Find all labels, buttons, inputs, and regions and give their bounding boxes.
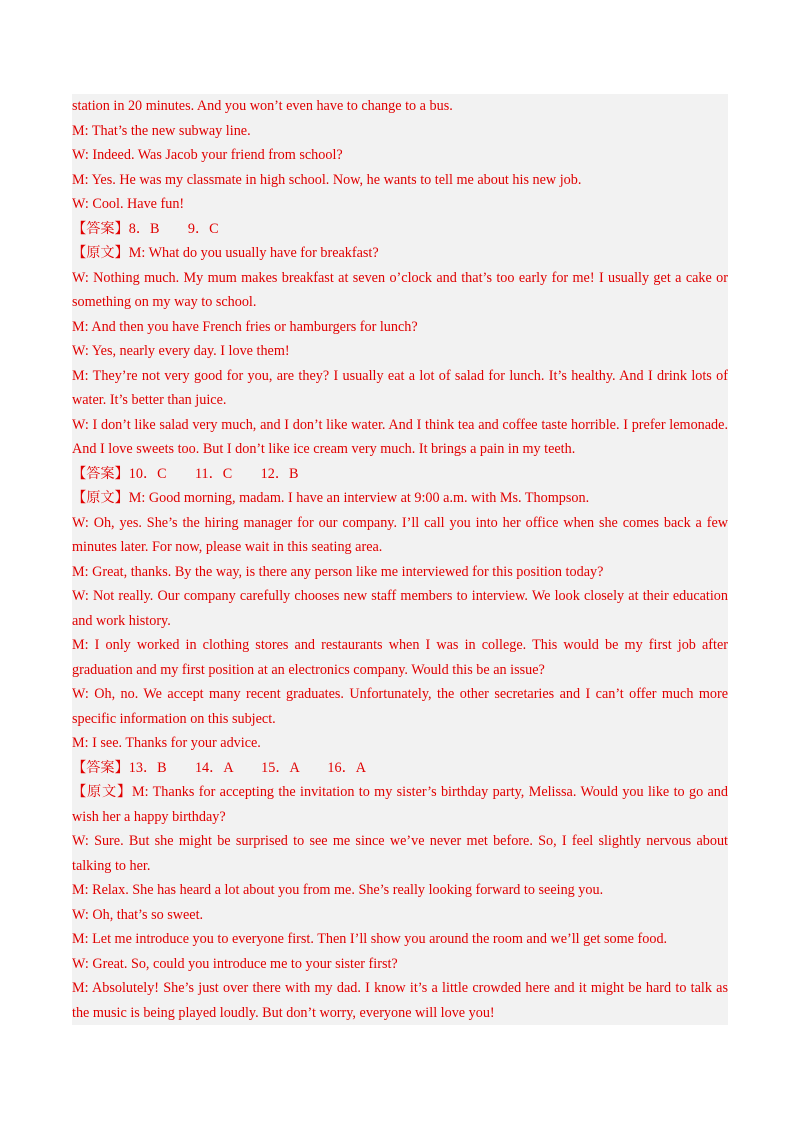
- transcript-line: W: Great. So, could you introduce me to your sister first?: [72, 955, 398, 972]
- transcript-line: W: Nothing much. My mum makes breakfast at seven o’clock and that’s too early for me! I usually get a cake or something on my way to school.: [72, 269, 728, 310]
- transcript-text-block: [72, 94, 728, 1025]
- transcript-line: M: Relax. She has heard a lot about you from me. She’s really looking forward to seeing you.: [72, 882, 604, 898]
- answer-key-line: 【答案】10．C 11．C 12．B: [72, 465, 299, 482]
- transcript-line: W: Not really. Our company carefully chooses new staff members to interview. We look closely at their education and work history.: [72, 588, 728, 629]
- transcript-line: M: Yes. He was my classmate in high school. Now, he wants to tell me about his new job.: [72, 171, 582, 188]
- original-text-line: 【原文】M: Good morning, madam. I have an interview at 9:00 a.m. with Ms. Thompson.: [72, 490, 590, 506]
- transcript-line: station in 20 minutes. And you won’t even have to change to a bus.: [72, 98, 453, 114]
- transcript-line: M: They’re not very good for you, are they? I usually eat a lot of salad for lunch. It’s healthy. And I drink lots of water. It’s better than juice.: [72, 367, 728, 408]
- answer-key-line: 【答案】8．B 9．C: [72, 220, 219, 237]
- transcript-line: M: That’s the new subway line.: [72, 122, 251, 139]
- transcript-line: W: I don’t like salad very much, and I don’t like water. And I think tea and coffee taste horrible. I prefer lemonade. And I love sweets too. But I don’t like ice cream very much. It brings a pain in my teeth.: [72, 416, 728, 457]
- original-text-line: 【原文】M: What do you usually have for breakfast?: [72, 245, 379, 261]
- original-text-line: 【原文】M: Thanks for accepting the invitation to my sister’s birthday party, Melissa. Would you like to go and wish her a happy birthday?: [72, 784, 728, 825]
- transcript-line: M: Let me introduce you to everyone first. Then I’ll show you around the room and we’ll get some food.: [72, 931, 668, 947]
- transcript-line: M: Great, thanks. By the way, is there any person like me interviewed for this position today?: [72, 563, 604, 580]
- transcript-line: M: Absolutely! She’s just over there with my dad. I know it’s a little crowded here and it might be hard to talk as the music is being played loudly. But don’t worry, everyone will love you!: [72, 980, 728, 1021]
- answer-key-line: 【答案】13．B 14．A 15．A 16．A: [72, 759, 367, 776]
- transcript-line: W: Yes, nearly every day. I love them!: [72, 343, 290, 359]
- transcript-line: W: Cool. Have fun!: [72, 196, 185, 212]
- transcript-line: W: Sure. But she might be surprised to see me since we’ve never met before. So, I feel slightly nervous about talking to her.: [72, 833, 728, 874]
- transcript-line: M: And then you have French fries or hamburgers for lunch?: [72, 318, 418, 335]
- transcript-line: M: I only worked in clothing stores and restaurants when I was in college. This would be my first job after graduation and my first position at an electronics company. Would this be an issue?: [72, 637, 728, 678]
- transcript-line: W: Indeed. Was Jacob your friend from school?: [72, 147, 343, 163]
- transcript-line: W: Oh, yes. She’s the hiring manager for our company. I’ll call you into her office when she comes back a few minutes later. For now, please wait in this seating area.: [72, 514, 728, 555]
- transcript-line: W: Oh, no. We accept many recent graduates. Unfortunately, the other secretaries and I can’t offer much more specific information on this subject.: [72, 686, 728, 727]
- transcript-line: W: Oh, that’s so sweet.: [72, 906, 204, 923]
- transcript-line: M: I see. Thanks for your advice.: [72, 735, 261, 751]
